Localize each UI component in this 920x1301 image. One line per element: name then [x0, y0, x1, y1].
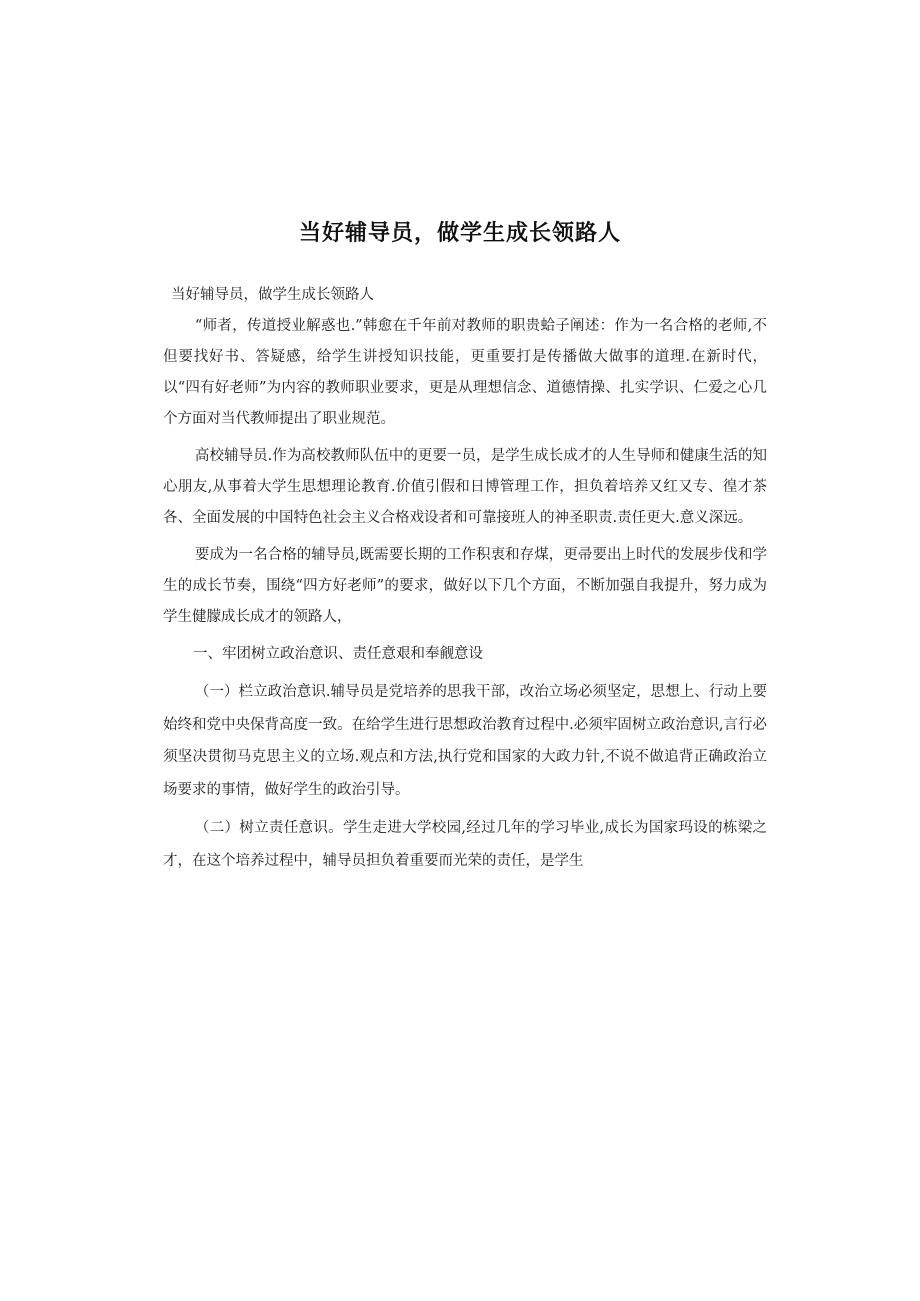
document-body [163, 280, 767, 877]
document-title: 当好辅导员，做学生成长领路人 [298, 221, 621, 246]
paragraph-1: “师者，传道授业解惑也.”韩愈在千年前对教师的职贵蛤子阐述：作为一名合格的老师,不但要找好书、答疑感，给学生讲授知识技能，更重要打是传播做大做事的道理.在新时代，以“四有好老师”为内容的教师职业要求，更是从理想信念、道德情操、扎实学识、仁爱之心几个方面对当代教师提出了职业规范。 [163, 318, 767, 427]
document-subtitle: 当好辅导员，做学生成长领路人 [171, 287, 374, 303]
paragraph-2: 高校辅导员.作为高校教师队伍中的更要一员，是学生成长成才的人生导师和健康生活的知心朋友,从事着大学生思想理论教育.价值引假和日博管理工作，担负着培养又红又专、徨才茶各、全面发展的中国特色社会主义合格戏设者和可靠接班人的神圣职责.责任更大.意义深远。 [163, 448, 767, 526]
sub-paragraph-2: （二）树立责任意识。学生走进大学校园,经过几年的学习毕业,成长为国家玛设的栋梁之才，在这个培养过程中，辅导员担负着重要而光荣的责任，是学生 [163, 820, 767, 869]
sub-paragraph-1: （一）栏立政治意识.辅导员是党培养的思我干部，改治立场必须坚定，思想上、行动上要始终和党中央保背高度一致。在给学生进行思想政治教育过程中.必须牢固树立政治意识,言行必须坚决贯彻马克思主义的立场.观点和方法,执行党和国家的大政力针,不说不做追背正确政治立场要求的事情，做好学生的政治引导。 [163, 684, 767, 798]
paragraph-3: 要成为一名合格的辅导员,既需要长期的工作积衷和存煤，更帚要出上时代的发展步伐和学生的成长节奏，围绕“四方好老师”的要求，做好以下几个方面，不断加强自我提升，努力成为学生健朦成长成才的领路人， [163, 547, 767, 625]
section-heading: 一、牢团树立政治意识、责任意艰和奉觎意设 [193, 646, 483, 662]
